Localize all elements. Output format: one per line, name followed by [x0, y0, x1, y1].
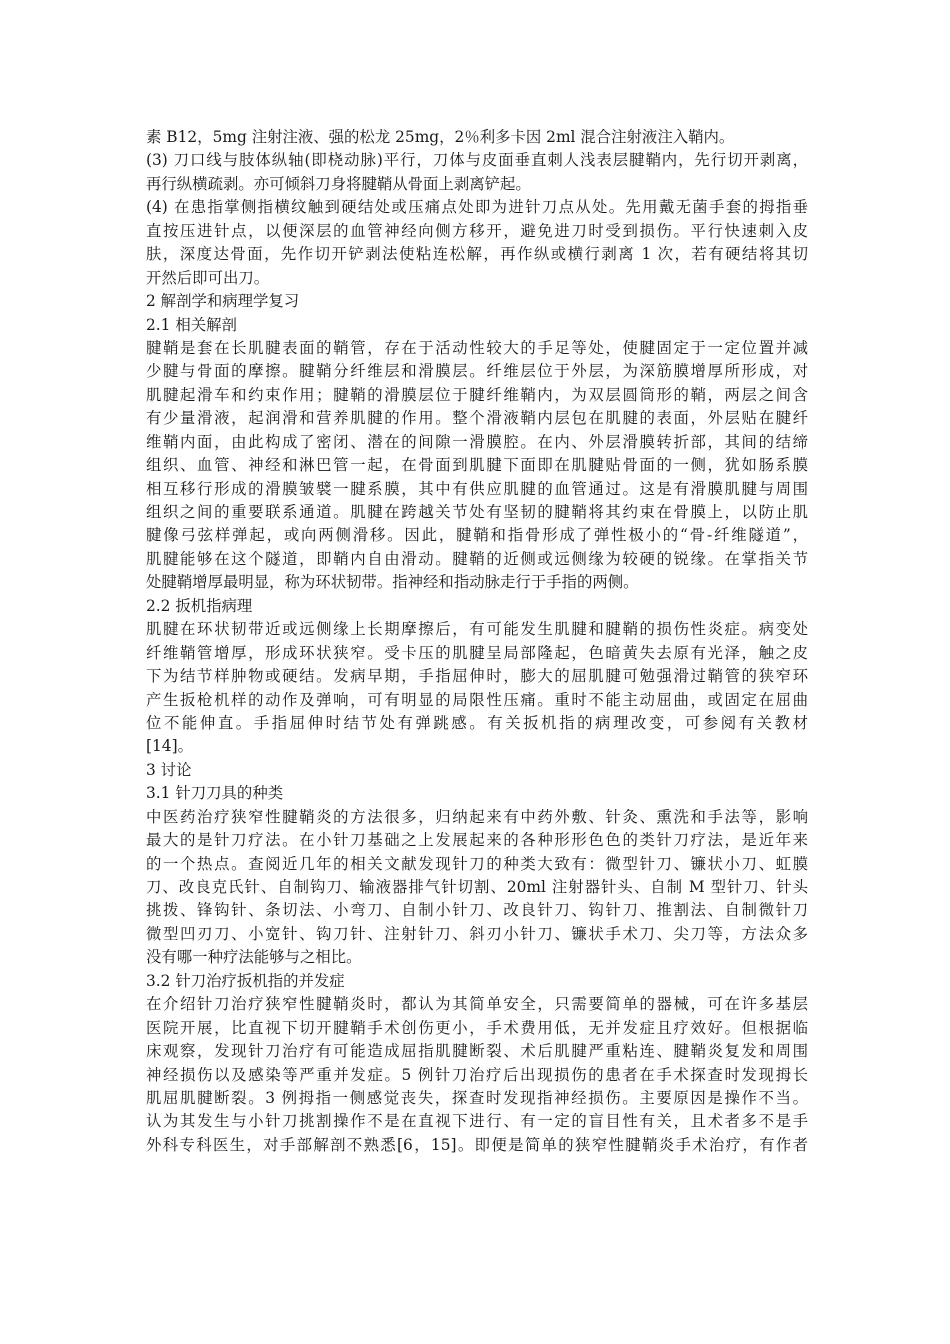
- document-page: [146, 126, 808, 1157]
- section-heading: 2 解剖学和病理学复习: [146, 292, 300, 311]
- text-line: 刀、改良克氏针、自制钩刀、输液器排气针切割、20ml 注射器针头、自制 M 型针刀、针头: [146, 878, 808, 896]
- text-line: 肌腱能够在这个隧道，即鞘内自由滑动。腱鞘的近侧或远侧缘为较硬的锐缘。在掌指关节: [146, 549, 808, 568]
- text-line: 纤维鞘管增厚，形成环状狭窄。受卡压的肌腱呈局部隆起，色暗黄失去原有光泽，触之皮: [146, 643, 808, 662]
- text-line: 床观察，发现针刀治疗有可能造成屈指肌腱断裂、术后肌腱严重粘连、腱鞘炎复发和周围: [146, 1042, 808, 1061]
- text-line: 最大的是针刀疗法。在小针刀基础之上发展起来的各种形形色色的类针刀疗法，是近年来: [146, 831, 808, 850]
- text-line: 外科专科医生，对手部解剖不熟悉[6，15]。即便是简单的狭窄性腱鞘炎手术治疗，有作者: [146, 1135, 808, 1154]
- text-line: 产生扳枪机样的动作及弹响，可有明显的局限性压痛。重时不能主动屈曲，或固定在屈曲: [146, 690, 808, 709]
- text-line: 开然后即可出刀。: [146, 268, 270, 287]
- text-line: 挑拨、锋钩针、条切法、小弯刀、自制小针刀、改良针刀、钩针刀、推割法、自制微针刀: [146, 901, 808, 920]
- text-line: 肌腱在环状韧带近或远侧缘上长期摩擦后，有可能发生肌腱和腱鞘的损伤性炎症。病变处: [146, 620, 808, 639]
- text-line: 位不能伸直。手指屈伸时结节处有弹跳感。有关扳机指的病理改变，可参阅有关教材: [146, 713, 808, 732]
- text-line: 直按压进针点，以便深层的血管神经向侧方移开，避免进刀时受到损伤。平行快速刺入皮: [146, 221, 808, 240]
- text-line: 腱像弓弦样弹起，或向两侧滑移。因此，腱鞘和指骨形成了弹性极小的“骨-纤维隧道”，: [146, 526, 808, 545]
- text-line: 肌腱起滑车和约束作用；腱鞘的滑膜层位于腱纤维鞘内，为双层圆筒形的鞘，两层之间含: [146, 385, 808, 404]
- text-line: 没有哪一种疗法能够与之相比。: [146, 948, 362, 967]
- text-line: (4) 在患指掌侧指横纹触到硬结处或压痛点处即为进针刀点从处。先用戴无菌手套的拇指垂: [146, 198, 808, 217]
- text-line: 素 B12，5mg 注射注液、强的松龙 25mg，2％利多卡因 2ml 混合注射液注入鞘内。: [146, 128, 735, 146]
- text-line: 微型凹刃刀、小宽针、钩刀针、注射针刀、斜刃小针刀、镰状手术刀、尖刀等，方法众多: [146, 924, 808, 943]
- text-line: 维鞘内面，由此构成了密闭、潜在的间隙一滑膜腔。在内、外层滑膜转折部，其间的结缔: [146, 432, 808, 451]
- text-line: 相互移行形成的滑膜皱襞一腱系膜，其中有供应肌腱的血管通过。这是有滑膜肌腱与周围: [146, 479, 808, 498]
- section-heading: 2.1 相关解剖: [146, 315, 237, 334]
- section-heading: 3 讨论: [146, 760, 192, 779]
- text-line: 下为结节样肿物或硬结。发病早期，手指屈伸时，膨大的屈肌腱可勉强滑过鞘管的狭窄环: [146, 667, 808, 686]
- text-line: 组织之间的重要联系通道。肌腱在跨越关节处有坚韧的腱鞘将其约束在骨膜上，以防止肌: [146, 503, 808, 521]
- text-line: 认为其发生与小针刀挑割操作不是在直视下进行、有一定的盲目性有关，且术者多不是手: [146, 1112, 808, 1131]
- section-heading: 3.1 针刀刀具的种类: [146, 784, 284, 803]
- text-line: 神经损伤以及感染等严重并发症。5 例针刀治疗后出现损伤的患者在手术探查时发现拇长: [146, 1065, 808, 1084]
- text-line: 有少量滑液，起润滑和营养肌腱的作用。整个滑液鞘内层包在肌腱的表面，外层贴在腱纤: [146, 409, 808, 428]
- text-line: 腱鞘是套在长肌腱表面的鞘管，存在于活动性较大的手足等处，使腱固定于一定位置并减: [146, 338, 808, 357]
- section-heading: 2.2 扳机指病理: [146, 596, 253, 615]
- text-line: 医院开展，比直视下切开腱鞘手术创伤更小，手术费用低，无并发症且疗效好。但根据临: [146, 1018, 808, 1037]
- text-line: 少腱与骨面的摩擦。腱鞘分纤维层和滑膜层。纤维层位于外层，为深筋膜增厚所形成，对: [146, 362, 808, 381]
- text-line: 再行纵横疏剥。亦可倾斜刀身将腱鞘从骨面上剥离铲起。: [146, 174, 531, 193]
- text-line: (3) 刀口线与肢体纵轴(即桡动脉)平行，刀体与皮面垂直刺人浅表层腱鞘内，先行切开剥离，: [146, 151, 808, 170]
- section-heading: 3.2 针刀治疗扳机指的并发症: [146, 971, 345, 990]
- text-line: 组织、血管、神经和淋巴管一起，在骨面到肌腱下面即在肌腱贴骨面的一侧，犹如肠系膜: [146, 456, 808, 475]
- text-line: 处腱鞘增厚最明显，称为环状韧带。指神经和指动脉走行于手指的两侧。: [146, 573, 639, 592]
- text-line: 肌屈肌腱断裂。3 例拇指一侧感觉丧失，探查时发现指神经损伤。主要原因是操作不当。: [146, 1088, 808, 1107]
- text-line: 肤，深度达骨面，先作切开铲剥法使粘连松解，再作纵或横行剥离 1 次，若有硬结将其切: [146, 245, 808, 264]
- text-line: 的一个热点。查阅近几年的相关文献发现针刀的种类大致有：微型针刀、镰状小刀、虹膜: [146, 854, 808, 873]
- text-line: 在介绍针刀治疗狭窄性腱鞘炎时，都认为其简单安全，只需要简单的器械，可在许多基层: [146, 995, 808, 1014]
- text-line: 中医药治疗狭窄性腱鞘炎的方法很多，归纳起来有中药外敷、针灸、熏洗和手法等，影响: [146, 807, 808, 826]
- text-line: [14]。: [146, 737, 193, 756]
